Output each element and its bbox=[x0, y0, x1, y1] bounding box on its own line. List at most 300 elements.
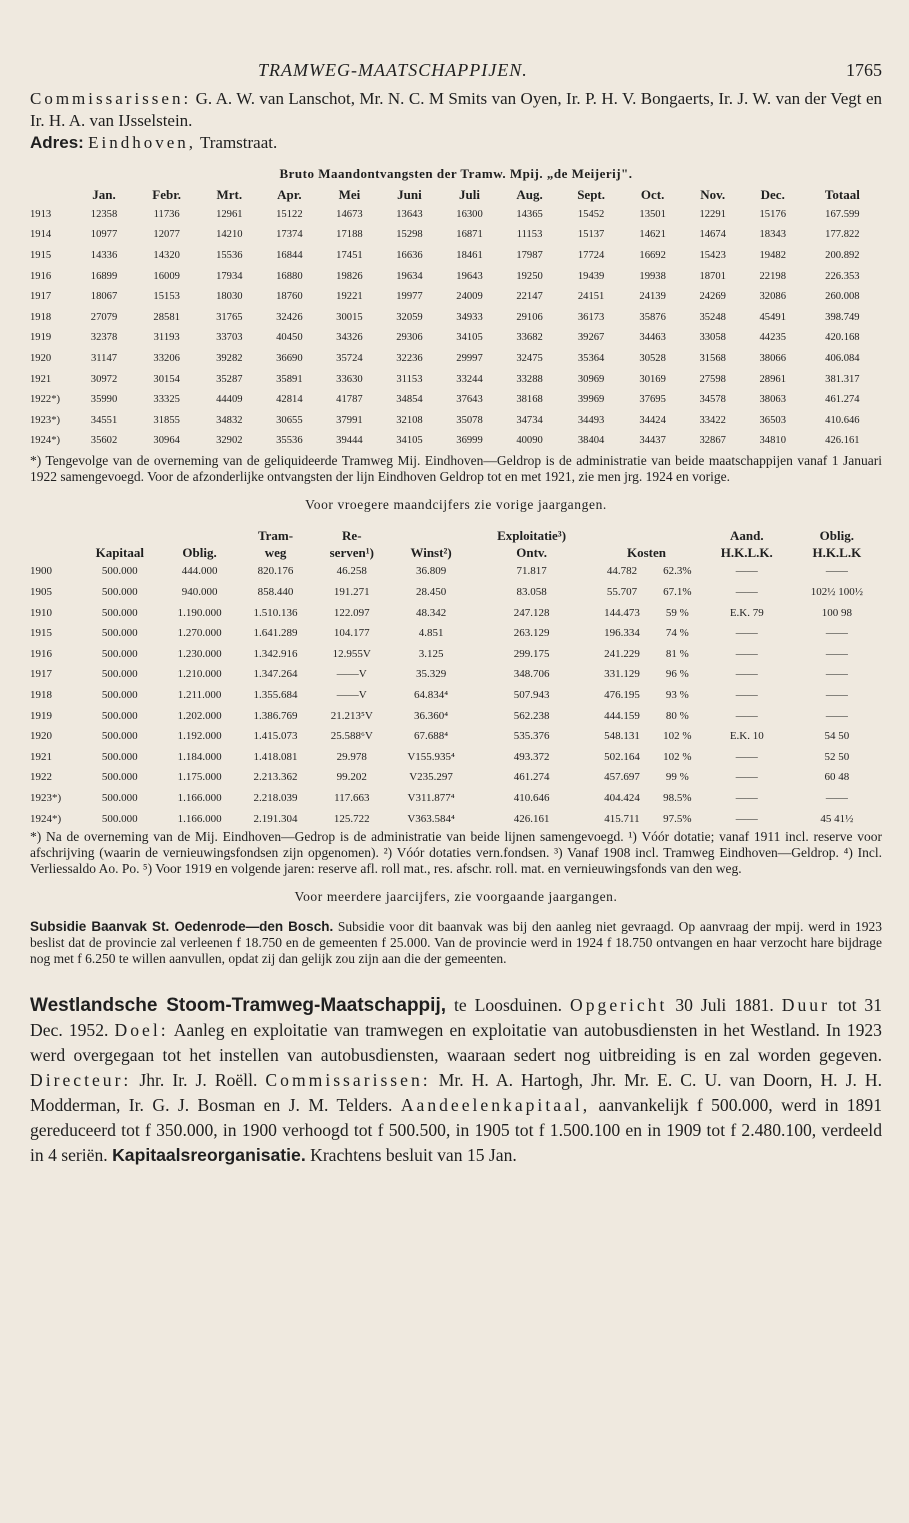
doel-value: Aanleg en exploitatie van tramwegen en exploitatie van autobusdiensten in het Westland. In 1923 werd overgegaan tot het instellen van autobusdiensten, waaraan sedert nog uitbreiding is en zal worden gegeven. bbox=[30, 1019, 882, 1065]
commissarissen-label: Commissarissen: bbox=[30, 89, 192, 108]
monthly-receipts-table bbox=[30, 186, 882, 451]
table-cell: 13501 bbox=[639, 208, 666, 220]
table-cell: —— bbox=[735, 688, 758, 701]
table-cell: 11736 bbox=[153, 208, 180, 220]
table-cell: 2.191.304 bbox=[253, 812, 298, 825]
column-header: serven¹) bbox=[329, 544, 374, 560]
table-cell: —— bbox=[825, 647, 848, 660]
table-cell: 40090 bbox=[516, 435, 543, 447]
table-row bbox=[30, 348, 882, 369]
directeur-value: Jhr. Ir. J. Roëll. bbox=[139, 1069, 258, 1090]
table-cell: 37643 bbox=[456, 394, 483, 406]
table-cell: 45 41½ bbox=[820, 812, 854, 825]
table2-see-also: Voor meerdere jaarcijfers, zie voorgaande jaargangen. bbox=[294, 888, 618, 904]
table-cell: 36.809 bbox=[415, 565, 447, 578]
table-cell: 426.161 bbox=[825, 435, 860, 447]
table-cell: 12291 bbox=[699, 208, 726, 220]
table1-caption: Bruto Maandontvangsten der Tramw. Mpij. „de Meijerij". bbox=[279, 166, 633, 181]
table-cell: 500.000 bbox=[101, 627, 138, 640]
table-cell: 93 % bbox=[665, 688, 689, 701]
table-cell: 398.749 bbox=[825, 311, 860, 323]
table-cell: 32867 bbox=[699, 435, 726, 447]
table-cell: 19977 bbox=[396, 291, 423, 303]
table-cell: 12961 bbox=[216, 208, 243, 220]
table-cell: 34734 bbox=[516, 414, 543, 426]
year-cell: 1921 bbox=[30, 373, 52, 385]
column-header bbox=[591, 527, 702, 544]
table-cell: 33703 bbox=[216, 332, 243, 344]
table-cell: 32108 bbox=[396, 414, 423, 426]
table-cell: 24269 bbox=[699, 291, 726, 303]
table-cell: 426.161 bbox=[513, 812, 550, 825]
table-cell: 29106 bbox=[516, 311, 543, 323]
year-cell: 1915 bbox=[30, 249, 52, 261]
table-cell: 27598 bbox=[699, 373, 726, 385]
table-cell: 17188 bbox=[336, 229, 363, 241]
adres-line bbox=[30, 132, 882, 154]
table-cell: —— bbox=[735, 771, 758, 784]
year-cell: 1919 bbox=[30, 332, 52, 344]
table-cell: 500.000 bbox=[101, 771, 138, 784]
table-header-row bbox=[30, 544, 882, 561]
table-cell: 1.202.000 bbox=[177, 709, 222, 722]
table-cell: 1.510.136 bbox=[253, 606, 298, 619]
table-cell: 24139 bbox=[639, 291, 666, 303]
column-header: Tram- bbox=[257, 527, 294, 543]
table-cell: 46.258 bbox=[336, 565, 367, 578]
table-cell: 19826 bbox=[336, 270, 363, 282]
table-cell: V235.297 bbox=[409, 771, 453, 784]
adres-label: Adres: bbox=[30, 133, 84, 152]
table-row bbox=[30, 328, 882, 349]
table-cell: 39969 bbox=[577, 394, 605, 406]
table-cell: 54 50 bbox=[824, 730, 850, 743]
table-cell: 1.418.081 bbox=[253, 750, 298, 763]
table-cell: 200.892 bbox=[825, 249, 860, 261]
table-cell: V155.935⁴ bbox=[407, 750, 455, 763]
table-cell: 31568 bbox=[699, 352, 726, 364]
table-cell: 31153 bbox=[396, 373, 423, 385]
table-cell: 30528 bbox=[639, 352, 666, 364]
table-cell: 27079 bbox=[90, 311, 118, 323]
table-cell: 25.588⁶V bbox=[330, 730, 373, 743]
table-cell: 15536 bbox=[216, 249, 243, 261]
table-cell: —— bbox=[735, 586, 758, 599]
table-cell: 97.5% bbox=[663, 812, 692, 825]
year-cell: 1917 bbox=[30, 291, 52, 303]
table-cell: 48.342 bbox=[415, 606, 447, 619]
table-cell: 12.955V bbox=[332, 647, 371, 660]
table-cell: V311.877⁴ bbox=[407, 791, 455, 804]
year-cell: 1923*) bbox=[30, 414, 61, 426]
table-cell: 410.646 bbox=[825, 414, 860, 426]
table-cell: 444.159 bbox=[604, 709, 640, 722]
table-cell: 14336 bbox=[90, 249, 118, 261]
table-cell: 34437 bbox=[639, 435, 666, 447]
table-cell: 10977 bbox=[90, 229, 118, 241]
table-cell: 404.424 bbox=[604, 791, 640, 804]
table-cell: 34933 bbox=[456, 311, 483, 323]
table-cell: 52 50 bbox=[824, 750, 850, 763]
table-cell: 67.688⁴ bbox=[414, 730, 449, 743]
table-cell: 16009 bbox=[153, 270, 180, 282]
table-cell: 476.195 bbox=[604, 688, 640, 701]
table-cell: 28961 bbox=[759, 373, 786, 385]
table-cell: 18760 bbox=[276, 291, 303, 303]
table-cell: —— bbox=[735, 709, 758, 722]
table-cell: —— bbox=[825, 668, 848, 681]
table-cell: 34463 bbox=[639, 332, 666, 344]
table-cell: 15153 bbox=[153, 291, 180, 303]
table-cell: 59 % bbox=[665, 606, 689, 619]
table-cell: 457.697 bbox=[604, 771, 640, 784]
column-header bbox=[30, 186, 74, 204]
table-cell: 102 % bbox=[663, 750, 692, 763]
table-cell: 32059 bbox=[396, 311, 423, 323]
table-row bbox=[30, 431, 882, 452]
table-cell: 19643 bbox=[456, 270, 483, 282]
table-cell: 55.707 bbox=[606, 586, 638, 599]
table-body bbox=[30, 561, 882, 829]
table-cell: 19938 bbox=[639, 270, 666, 282]
table-cell: 29306 bbox=[396, 332, 423, 344]
table-cell: 16300 bbox=[456, 208, 483, 220]
table-cell: —— bbox=[735, 668, 758, 681]
table-cell: 36173 bbox=[577, 311, 605, 323]
column-header: Exploitatie³) bbox=[497, 527, 567, 543]
table-cell: 19634 bbox=[396, 270, 423, 282]
table-cell: 1.190.000 bbox=[177, 606, 222, 619]
table-cell: 19221 bbox=[336, 291, 363, 303]
column-header: Febr. bbox=[152, 187, 182, 202]
table-cell: 102½ 100½ bbox=[810, 586, 863, 599]
table-cell: E.K. 10 bbox=[729, 730, 764, 743]
column-header: Kapitaal bbox=[95, 544, 144, 560]
table-cell: 15137 bbox=[577, 229, 605, 241]
adres-street: Tramstraat. bbox=[199, 133, 278, 152]
table-cell: 16899 bbox=[90, 270, 118, 282]
year-cell: 1922*) bbox=[30, 394, 61, 406]
year-cell: 1910 bbox=[30, 606, 52, 619]
year-cell: 1923*) bbox=[30, 791, 62, 804]
table2-footnotes: *) Na de overneming van de Mij. Eindhoven—Gedrop is de administratie van beide lijnen samengevoegd. ¹) Vóór dotatie; vanaf 1911 incl. reserve voor afschrijving (waarin de vernieuwingsfondsen zijn opgenomen). ²) Vóór dotaties vern.fondsen. ³) Vanaf 1908 incl. Tramweg Eindhoven—Geldrop. ⁴) Incl. Verliessaldo Ao. Po. ⁵) Voor 1919 en volgende jaren: reserve afl. roll mat., res. afschr. roll. mat. en vernieuwingsfonds van den weg. bbox=[30, 828, 882, 876]
aandeelenkapitaal-label: Aandeelenkapitaal, bbox=[400, 1094, 591, 1115]
column-header: Juni bbox=[397, 187, 422, 202]
table-cell: 35248 bbox=[699, 311, 726, 323]
table-cell: 260.008 bbox=[825, 291, 860, 303]
table-cell: 71.817 bbox=[516, 565, 547, 578]
table-cell: 35364 bbox=[577, 352, 605, 364]
table-cell: 858.440 bbox=[257, 586, 294, 599]
table-cell: 32902 bbox=[216, 435, 243, 447]
table-cell: 562.238 bbox=[513, 709, 550, 722]
table-cell: 502.164 bbox=[604, 750, 640, 763]
column-header: Mrt. bbox=[216, 187, 243, 202]
table-cell: 24151 bbox=[577, 291, 605, 303]
table-cell: 1.166.000 bbox=[177, 812, 222, 825]
table-cell: 81 % bbox=[665, 647, 689, 660]
table-cell: 500.000 bbox=[101, 750, 138, 763]
year-cell: 1919 bbox=[30, 709, 52, 722]
table-cell: 12358 bbox=[90, 208, 118, 220]
table-cell: 14621 bbox=[639, 229, 666, 241]
subsidie-text: Subsidie voor dit baanvak was bij den aanleg niet gevraagd. Op aanvraag der mpij. werd in 1923 beslist dat de provincie zal verleenen f 18.750 en de gemeenten f 25.000. Van de provincie werd in 1924 f 18.750 ontvangen en haar verzocht hare bijdrage nog met f 6.250 te willen aanvullen, opdat zij dan gelijk zou zijn aan die der gemeenten. bbox=[30, 918, 882, 966]
table-cell: 31855 bbox=[153, 414, 180, 426]
table-cell: 30169 bbox=[639, 373, 666, 385]
column-header: Apr. bbox=[277, 187, 302, 202]
table-cell: 35891 bbox=[276, 373, 303, 385]
table-row bbox=[30, 389, 882, 410]
table-cell: 500.000 bbox=[101, 730, 138, 743]
table-cell: 348.706 bbox=[513, 668, 550, 681]
table-cell: 500.000 bbox=[101, 791, 138, 804]
table-cell: 1.347.264 bbox=[253, 668, 298, 681]
column-header: Aug. bbox=[516, 187, 543, 202]
table-cell: 34493 bbox=[577, 414, 605, 426]
year-cell: 1917 bbox=[30, 668, 52, 681]
table-cell: 104.177 bbox=[333, 627, 370, 640]
westland-commissarissen-value: Mr. H. A. Hartogh, Jhr. Mr. E. C. U. van Doorn, H. J. H. Modderman, Ir. G. J. Bosman en J. M. Telders. bbox=[30, 1069, 883, 1115]
table-cell: 18461 bbox=[456, 249, 483, 261]
table-row bbox=[30, 245, 882, 266]
table-cell: 263.129 bbox=[513, 627, 550, 640]
table-cell: 30154 bbox=[153, 373, 180, 385]
table-cell: 500.000 bbox=[101, 668, 138, 681]
table-cell: 420.168 bbox=[825, 332, 860, 344]
table-cell: 1.175.000 bbox=[177, 771, 222, 784]
table-cell: 30972 bbox=[90, 373, 118, 385]
column-header: Oblig. bbox=[182, 544, 217, 560]
table-cell: —— bbox=[825, 565, 848, 578]
table-cell: 461.274 bbox=[513, 771, 550, 784]
table-cell: 62.3% bbox=[663, 565, 692, 578]
table-cell: 191.271 bbox=[333, 586, 370, 599]
table-cell: 196.334 bbox=[604, 627, 640, 640]
table-cell: 19439 bbox=[577, 270, 605, 282]
westland-place: te Loosduinen. bbox=[453, 994, 563, 1015]
table-cell: 34326 bbox=[336, 332, 363, 344]
table-cell: 38063 bbox=[759, 394, 786, 406]
table-cell: 44409 bbox=[216, 394, 243, 406]
table-cell: 18701 bbox=[699, 270, 726, 282]
financial-table bbox=[30, 527, 882, 829]
table-cell: —— bbox=[735, 791, 758, 804]
table-row bbox=[30, 582, 882, 603]
table-cell: —— bbox=[735, 647, 758, 660]
table-cell: 35876 bbox=[639, 311, 666, 323]
table-cell: 18030 bbox=[216, 291, 243, 303]
column-header bbox=[78, 527, 162, 544]
table-cell: 28.450 bbox=[415, 586, 447, 599]
table-cell: 39444 bbox=[336, 435, 363, 447]
table-row bbox=[30, 788, 882, 809]
table-cell: 500.000 bbox=[101, 586, 138, 599]
table-cell: 500.000 bbox=[101, 647, 138, 660]
table1-footnote: *) Tengevolge van de overneming van de geliquideerde Tramweg Mij. Eindhoven—Geldrop is de administratie van beide maatschappijen vanaf 1 Januari 1922 samengevoegd. Voor de afzonderlijke ontvangsten der lijn Eindhoven Geldrop tot en met 1921, zie men jrg. 1924 en vorige. bbox=[30, 453, 882, 485]
subsidie-paragraph bbox=[30, 919, 882, 967]
table-cell: 1.166.000 bbox=[177, 791, 222, 804]
table-cell: 36999 bbox=[456, 435, 483, 447]
table-row bbox=[30, 561, 882, 582]
table-body bbox=[30, 204, 882, 451]
table-cell: 11153 bbox=[516, 229, 543, 241]
intro-paragraph bbox=[30, 88, 882, 132]
directeur-label: Directeur: bbox=[30, 1069, 132, 1090]
table-header-row bbox=[30, 186, 882, 204]
year-cell: 1924*) bbox=[30, 812, 62, 825]
table-cell: 548.131 bbox=[604, 730, 640, 743]
column-header: Oblig. bbox=[819, 527, 854, 543]
table-cell: 1.210.000 bbox=[177, 668, 222, 681]
table-cell: 17934 bbox=[216, 270, 243, 282]
table-cell: 32378 bbox=[90, 332, 118, 344]
table-cell: —— bbox=[825, 688, 848, 701]
table-cell: 64.834⁴ bbox=[414, 688, 449, 701]
table-cell: 331.129 bbox=[604, 668, 640, 681]
table-cell: 16871 bbox=[456, 229, 483, 241]
table-cell: 33325 bbox=[153, 394, 180, 406]
column-header: Oct. bbox=[640, 187, 665, 202]
table-cell: 940.000 bbox=[181, 586, 218, 599]
table-cell: 80 % bbox=[665, 709, 689, 722]
year-cell: 1914 bbox=[30, 229, 52, 241]
table-cell: —— bbox=[735, 565, 758, 578]
table-cell: 42814 bbox=[276, 394, 303, 406]
table-cell: 1.270.000 bbox=[177, 627, 222, 640]
table-cell: 19482 bbox=[759, 249, 786, 261]
table-cell: 33288 bbox=[516, 373, 543, 385]
table-cell: 33422 bbox=[699, 414, 726, 426]
table-row bbox=[30, 623, 882, 644]
table-cell: 16636 bbox=[396, 249, 423, 261]
table-cell: 34105 bbox=[456, 332, 483, 344]
column-header: Totaal bbox=[824, 187, 860, 202]
header-title: TRAMWEG-MAATSCHAPPIJEN. bbox=[258, 60, 528, 80]
table-cell: 31193 bbox=[153, 332, 180, 344]
table-cell: 18067 bbox=[90, 291, 118, 303]
column-header: Aand. bbox=[729, 527, 764, 543]
table-cell: 100 98 bbox=[821, 606, 852, 619]
table-cell: 16692 bbox=[639, 249, 666, 261]
table-cell: 241.229 bbox=[604, 647, 640, 660]
commissarissen-text: G. A. W. van Lanschot, Mr. N. C. M Smits van Oyen, Ir. P. H. V. Bongaerts, Ir. J. W. van der Vegt en Ir. H. A. van IJsselstein. bbox=[30, 89, 883, 130]
duur-label: Duur bbox=[781, 994, 830, 1015]
table-cell: 34854 bbox=[396, 394, 423, 406]
table-cell: 500.000 bbox=[101, 606, 138, 619]
table-cell: 15423 bbox=[699, 249, 726, 261]
table-cell: 35536 bbox=[276, 435, 303, 447]
table-cell: 44.782 bbox=[606, 565, 638, 578]
table-cell: 33244 bbox=[456, 373, 483, 385]
year-cell: 1916 bbox=[30, 647, 52, 660]
table-cell: 39282 bbox=[216, 352, 243, 364]
table-cell: 34578 bbox=[699, 394, 726, 406]
table-cell: 32086 bbox=[759, 291, 786, 303]
table-cell: 226.353 bbox=[825, 270, 860, 282]
column-header: Ontv. bbox=[516, 544, 547, 560]
year-cell: 1913 bbox=[30, 208, 52, 220]
table-cell: 461.274 bbox=[825, 394, 860, 406]
table-cell: 36503 bbox=[759, 414, 786, 426]
opgericht-value: 30 Juli 1881. bbox=[675, 994, 774, 1015]
column-header: Kosten bbox=[626, 544, 666, 560]
adres-place: Eindhoven, bbox=[88, 133, 197, 152]
table-cell: 33206 bbox=[153, 352, 180, 364]
table-cell: 410.646 bbox=[513, 791, 550, 804]
year-cell: 1918 bbox=[30, 311, 52, 323]
table-row bbox=[30, 602, 882, 623]
table-cell: 507.943 bbox=[513, 688, 550, 701]
table-cell: —— bbox=[735, 750, 758, 763]
table-cell: 38404 bbox=[577, 435, 605, 447]
table-cell: 167.599 bbox=[825, 208, 860, 220]
table-cell: 44235 bbox=[759, 332, 786, 344]
table-cell: 500.000 bbox=[101, 812, 138, 825]
table-cell: 99 % bbox=[665, 771, 689, 784]
subsidie-label: Subsidie Baanvak St. Oedenrode—den Bosch. bbox=[30, 918, 334, 934]
table-row bbox=[30, 644, 882, 665]
table-cell: ——V bbox=[336, 688, 367, 701]
table-cell: 4.851 bbox=[418, 627, 444, 640]
table-cell: 820.176 bbox=[257, 565, 294, 578]
table-cell: V363.584⁴ bbox=[407, 812, 455, 825]
table-cell: 35.329 bbox=[415, 668, 447, 681]
year-cell: 1905 bbox=[30, 586, 52, 599]
table-cell: 17987 bbox=[516, 249, 543, 261]
table-cell: 29.978 bbox=[336, 750, 367, 763]
column-header: Mei bbox=[338, 187, 361, 202]
table-cell: 67.1% bbox=[663, 586, 692, 599]
table-cell: 2.218.039 bbox=[253, 791, 298, 804]
table-row bbox=[30, 705, 882, 726]
column-header: Winst²) bbox=[410, 544, 452, 560]
table-cell: 1.415.073 bbox=[253, 730, 298, 743]
table-cell: 38066 bbox=[759, 352, 786, 364]
table-row bbox=[30, 286, 882, 307]
table-cell: 30964 bbox=[153, 435, 180, 447]
table-cell: 2.213.362 bbox=[253, 771, 298, 784]
page-number: 1765 bbox=[846, 60, 882, 80]
year-cell: 1920 bbox=[30, 352, 52, 364]
table-cell: 117.663 bbox=[334, 791, 370, 804]
table1-see-also: Voor vroegere maandcijfers zie vorige jaargangen. bbox=[305, 497, 607, 513]
table-cell: 34551 bbox=[90, 414, 118, 426]
table-cell: —— bbox=[825, 709, 848, 722]
table-cell: 406.084 bbox=[825, 352, 860, 364]
table-cell: 21.213⁵V bbox=[330, 709, 373, 722]
column-header: Jan. bbox=[92, 187, 116, 202]
table-row bbox=[30, 266, 882, 287]
table-row bbox=[30, 685, 882, 706]
table-cell: 102 % bbox=[663, 730, 692, 743]
table-cell: —— bbox=[735, 627, 758, 640]
table-cell: 60 48 bbox=[824, 771, 850, 784]
table-cell: 45491 bbox=[759, 311, 786, 323]
table-cell: 33630 bbox=[336, 373, 363, 385]
table-cell: 122.097 bbox=[333, 606, 370, 619]
table-cell: 17724 bbox=[577, 249, 605, 261]
table-cell: 15452 bbox=[577, 208, 605, 220]
year-cell: 1915 bbox=[30, 627, 52, 640]
year-cell: 1921 bbox=[30, 750, 52, 763]
table-cell: 1.386.769 bbox=[253, 709, 298, 722]
table-cell: 40450 bbox=[276, 332, 303, 344]
table-cell: 535.376 bbox=[513, 730, 550, 743]
table-cell: 74 % bbox=[665, 627, 689, 640]
table-cell: 1.192.000 bbox=[177, 730, 222, 743]
table-row bbox=[30, 726, 882, 747]
table-cell: 299.175 bbox=[513, 647, 550, 660]
